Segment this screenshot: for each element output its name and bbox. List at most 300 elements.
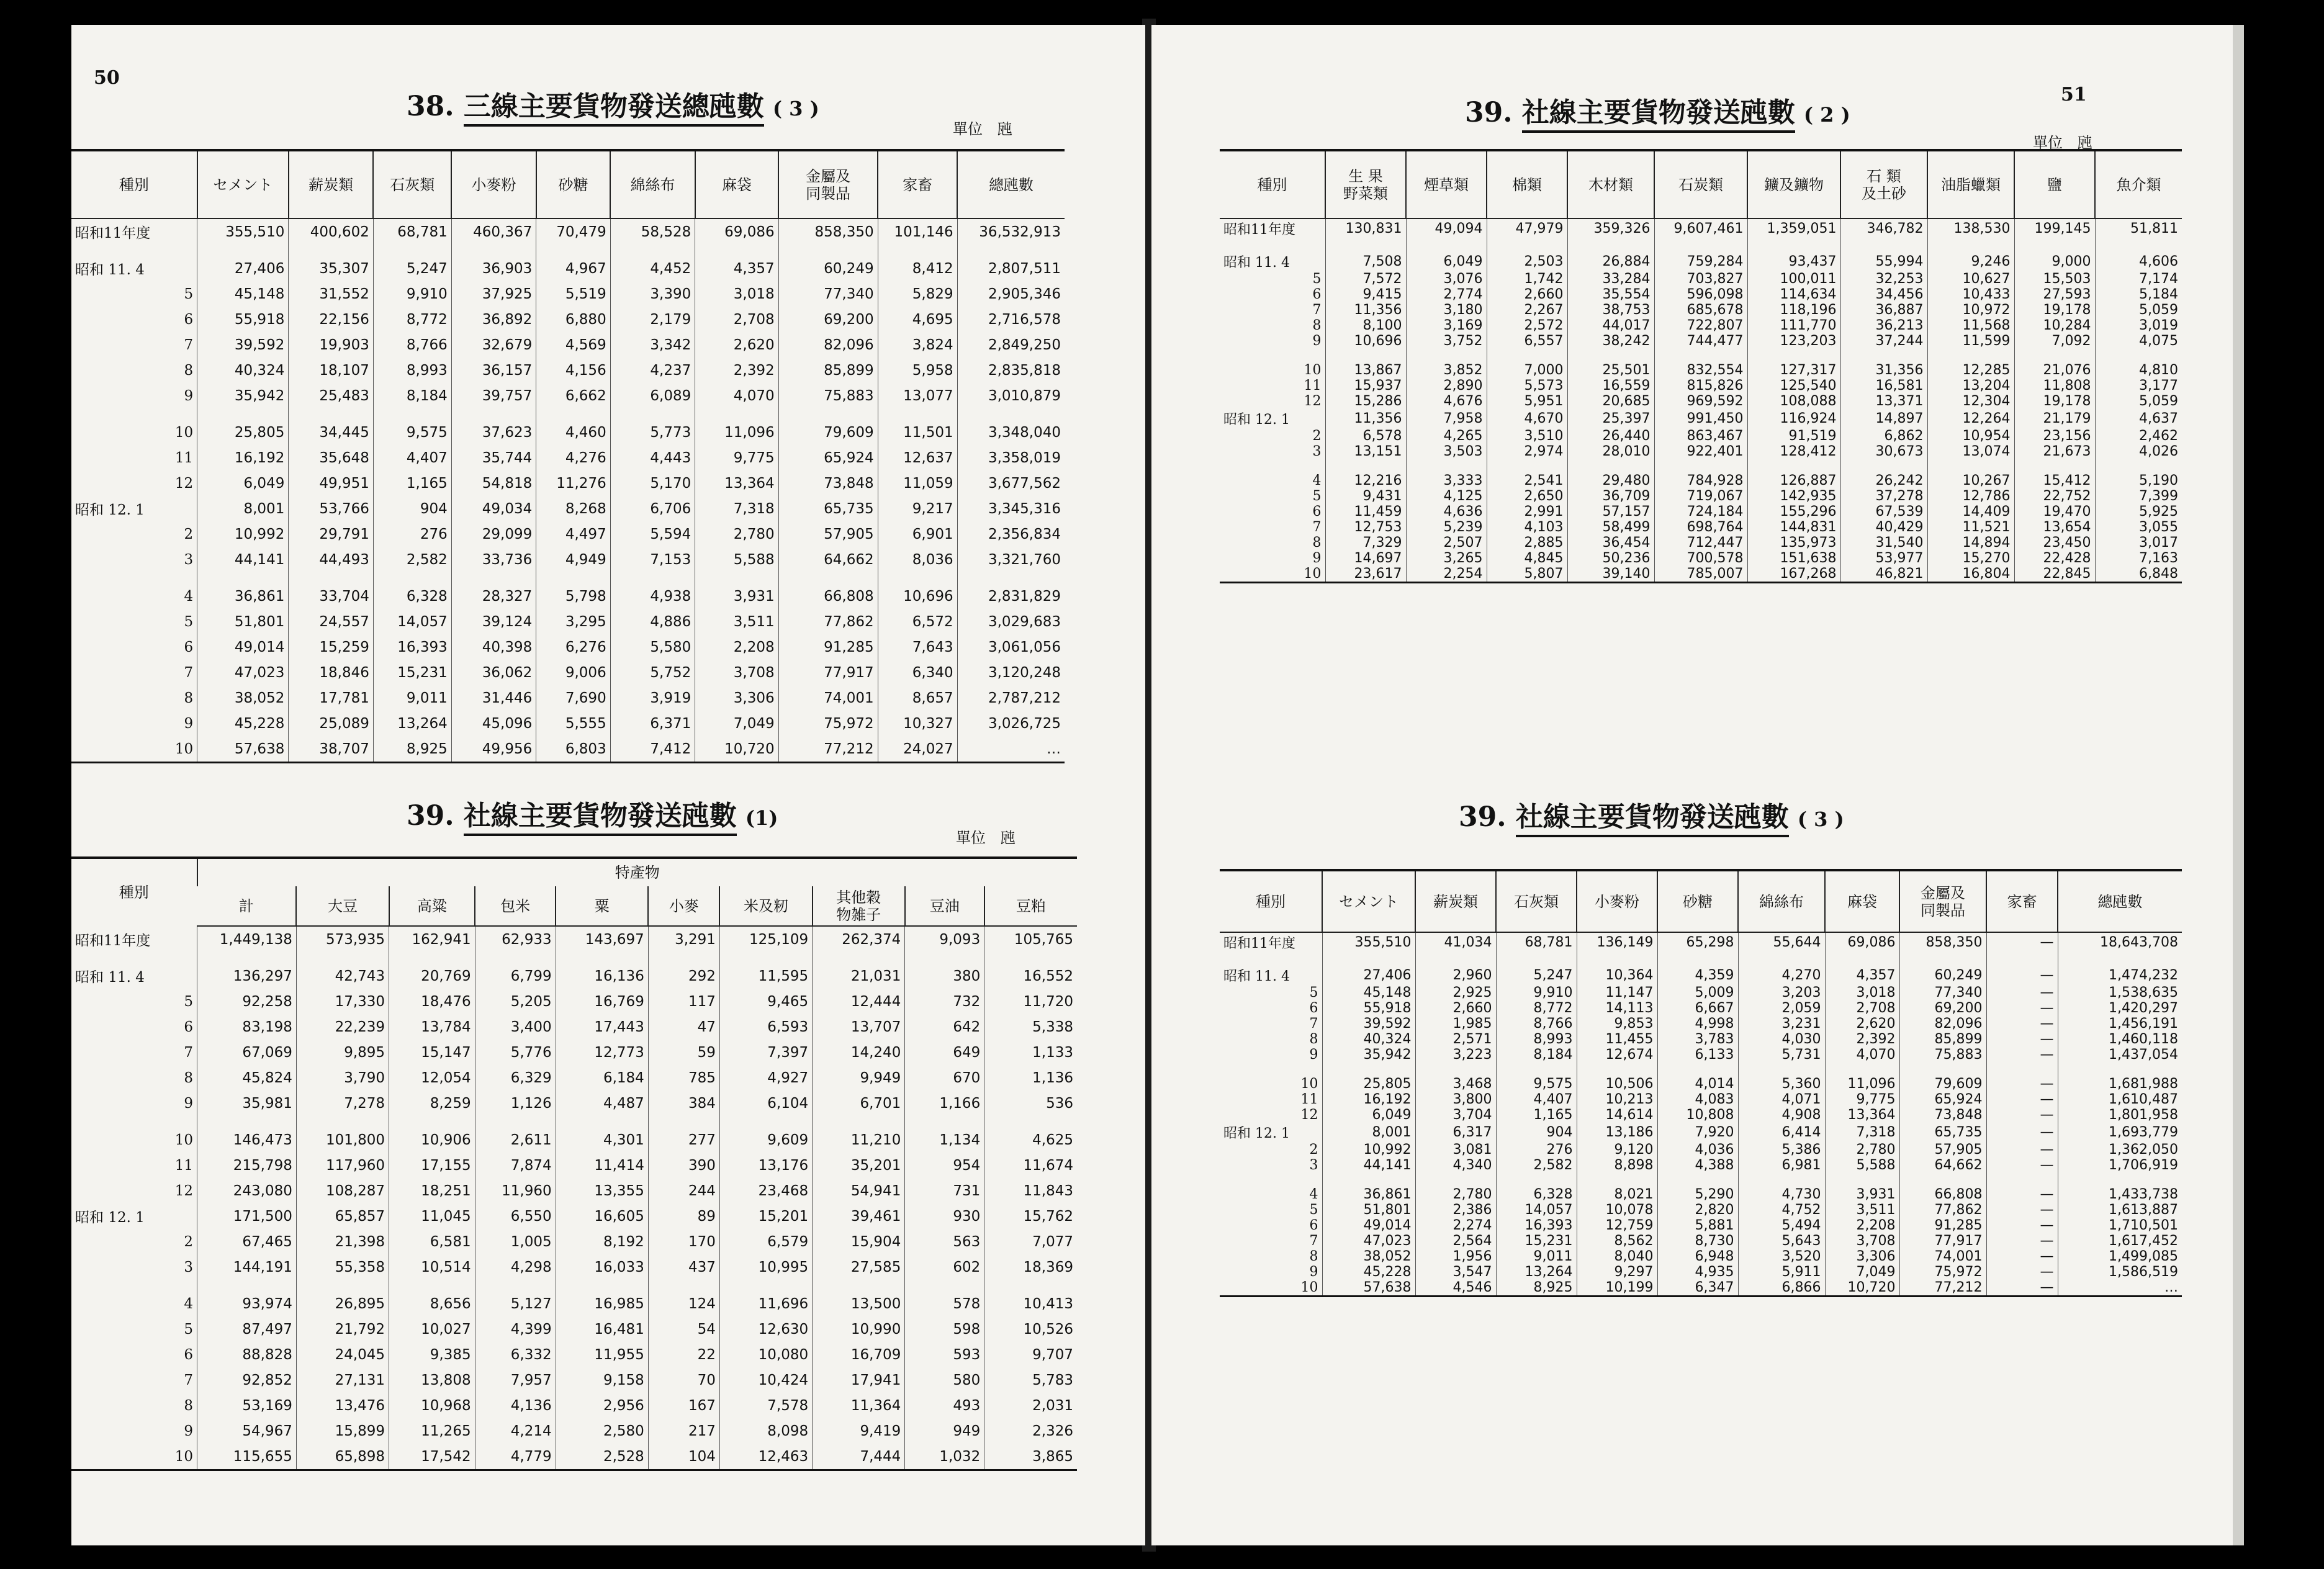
table-cell: 67,069 [197,1040,297,1065]
table-cell: 65,298 [1657,932,1738,952]
table-row [1220,1063,2182,1092]
table-cell: 2,274 [1415,1218,1496,1233]
column-header: 木材類 [1567,150,1654,218]
table-cell: 2,620 [695,332,778,357]
row-label: 6 [1312,504,1322,519]
table-cell: — [1986,1280,2058,1297]
table-cell: 4,443 [610,445,695,470]
table-cell: 904 [1496,1123,1577,1142]
table-cell: 144,831 [1747,519,1840,535]
table-cell: 51,801 [197,609,289,634]
table-cell: 863,467 [1654,428,1747,444]
table-cell: 38,707 [289,736,374,763]
table-cell: 20,769 [389,952,475,989]
table-cell: 4,487 [556,1090,648,1116]
table-cell: 49,034 [451,496,536,521]
table-cell: 9,607,461 [1654,218,1747,238]
page-edge [2233,25,2244,1545]
table-cell: 75,883 [1899,1047,1986,1063]
row-label: 10 [71,1444,197,1470]
table-cell: 69,086 [695,218,778,245]
table-cell: 53,766 [289,496,374,521]
table-cell: 146,473 [197,1116,297,1153]
table-cell: 5,555 [536,711,610,736]
table-cell: 115,655 [197,1444,297,1470]
table-cell: 44,017 [1567,318,1654,333]
table-cell: 55,918 [197,307,289,332]
column-header: 鑛及鑛物 [1747,150,1840,218]
table-cell: — [1986,985,2058,1000]
table-cell: 3,055 [2095,519,2182,535]
table-row [1220,1264,2182,1280]
table-cell: 9,385 [389,1342,475,1367]
table-cell: 16,559 [1567,378,1654,393]
column-header: 計 [197,886,297,926]
table-cell: 7,397 [719,1040,812,1065]
column-header: 鹽 [2014,150,2095,218]
table-cell: … [2058,1280,2182,1297]
table-cell: 68,781 [1496,932,1577,952]
table-cell: 144,191 [197,1254,297,1280]
table-row [1220,566,2182,583]
table-cell: 4,938 [610,572,695,609]
table-cell: 92,258 [197,989,297,1014]
table-cell: 36,157 [451,357,536,383]
table-cell: 73,848 [1899,1107,1986,1123]
table-cell: 36,861 [1322,1173,1415,1202]
unit-label: 單位 瓲 [953,120,1012,138]
table-cell: 36,887 [1840,302,1927,318]
table-cell: 6,049 [1322,1107,1415,1123]
table-cell: 88,828 [197,1342,297,1367]
table-cell: 31,552 [289,281,374,307]
table-cell: 346,782 [1840,218,1927,238]
table-row [1220,393,2182,409]
table-row [71,1254,1077,1280]
table-cell: 4,407 [1496,1092,1577,1107]
table-cell: 8,925 [1496,1280,1577,1297]
table-cell: 5,594 [610,521,695,547]
table-cell: 35,942 [197,383,289,408]
row-label: 8 [1312,318,1322,333]
table-cell: 4,156 [536,357,610,383]
table-cell: 12,674 [1577,1047,1657,1063]
table-cell: 49,956 [451,736,536,763]
table-cell: 77,862 [778,609,878,634]
table-cell: 60,249 [778,245,878,281]
table-cell: 44,141 [1322,1158,1415,1173]
table-row [1220,271,2182,287]
table-cell: 698,764 [1654,519,1747,535]
table-row [71,383,1065,408]
table-cell: 8,766 [1496,1016,1577,1032]
row-label: 5 [1312,271,1322,287]
table-row [71,1342,1077,1367]
table-cell: 3,708 [1825,1233,1899,1249]
table-cell: 3,265 [1406,551,1487,566]
table-39-3 [1220,869,2182,1297]
table-row [71,281,1065,307]
row-label: 8 [1309,1249,1318,1264]
table-cell: 9,895 [296,1040,389,1065]
table-cell: 10,267 [1927,459,2014,488]
table-cell: 14,240 [813,1040,905,1065]
table-cell: 77,340 [1899,985,1986,1000]
table-cell: 11,960 [475,1178,556,1203]
table-cell: 138,530 [1927,218,2014,238]
table-cell: 49,951 [289,470,374,496]
row-label: 7 [1312,519,1322,535]
table-cell: 45,228 [1322,1264,1415,1280]
table-cell: 2,774 [1406,287,1487,302]
table-39-1 [71,856,1077,1471]
table-cell: 17,941 [813,1367,905,1393]
unit-label: 單位 瓲 [2033,134,2092,151]
page-number: 51 [2061,84,2087,106]
table-cell: 5,205 [475,989,556,1014]
table-cell: 135,973 [1747,535,1840,551]
table-cell: 85,899 [1899,1032,1986,1047]
table-cell: 2,925 [1415,985,1496,1000]
row-label: 昭和 12. 1 [1223,1126,1290,1141]
row-label: 10 [1220,566,1325,583]
table-cell: 9,011 [373,685,451,711]
table-row [71,521,1065,547]
table-cell: 3,076 [1406,271,1487,287]
table-cell: 1,613,887 [2058,1202,2182,1218]
table-row [71,1153,1077,1178]
table-cell: 155,296 [1747,504,1840,519]
table-cell: 105,765 [984,926,1077,952]
table-cell: 4,276 [536,445,610,470]
table-cell: 69,200 [1899,1000,1986,1016]
table-cell: 536 [984,1090,1077,1116]
column-header: 高粱 [389,886,475,926]
table-cell: 69,200 [778,307,878,332]
table-cell: 3,468 [1415,1063,1496,1092]
table-cell: 39,140 [1567,566,1654,583]
table-cell: 10,720 [695,736,778,763]
table-cell: 3,800 [1415,1092,1496,1107]
row-label: 4 [1309,1187,1318,1202]
table-cell: 15,270 [1927,551,2014,566]
table-cell: 167 [648,1393,719,1418]
table-cell: 2,716,578 [957,307,1065,332]
table-cell: 19,178 [2014,302,2095,318]
table-cell: 3,017 [2095,535,2182,551]
column-header: 石灰類 [1496,870,1577,932]
table-cell: 58,528 [610,218,695,245]
table-cell: 6,578 [1325,428,1406,444]
table-cell: 9,775 [1825,1092,1899,1107]
table-cell: 85,899 [778,357,878,383]
table-cell: 57,638 [1322,1280,1415,1297]
table-cell: 858,350 [778,218,878,245]
table-row [71,496,1065,521]
row-label: 8 [184,690,194,706]
table-cell: 16,985 [556,1280,648,1316]
table-cell: 11,414 [556,1153,648,1178]
table-cell: 41,034 [1415,932,1496,952]
table-cell: 151,638 [1747,551,1840,566]
row-label: 6 [1309,1218,1318,1233]
table-cell: 16,136 [556,952,648,989]
table-cell: 7,690 [536,685,610,711]
table-cell: 5,829 [878,281,957,307]
table-cell: 27,131 [296,1367,389,1393]
row-label: 2 [1309,1142,1318,1158]
table-cell: 5,881 [1657,1218,1738,1233]
table-row [71,445,1065,470]
table-cell: 14,697 [1325,551,1406,566]
table-cell: 44,141 [197,547,289,572]
table-cell: 15,503 [2014,271,2095,287]
table-cell: 9,011 [1496,1249,1577,1264]
table-cell: 6,104 [719,1090,812,1116]
table-cell: — [1986,1264,2058,1280]
table-cell: 38,242 [1567,333,1654,349]
table-cell: 15,904 [813,1229,905,1254]
row-label: 5 [1312,488,1322,504]
table-cell: 2,392 [1825,1032,1899,1047]
table-row [71,926,1077,952]
table-cell: 6,701 [813,1090,905,1116]
table-cell: 3,708 [695,660,778,685]
table-cell: 15,899 [296,1418,389,1444]
table-cell: 7,412 [610,736,695,763]
table-cell: 2,580 [556,1418,648,1444]
table-cell: 243,080 [197,1178,297,1203]
row-label: 9 [184,387,194,404]
table-cell: 3,790 [296,1065,389,1090]
table-cell: 2,541 [1487,459,1567,488]
table-cell: 7,318 [1825,1123,1899,1142]
table-row [71,1229,1077,1254]
row-label: 5 [1309,985,1318,1000]
table-cell: 10,627 [1927,271,2014,287]
table-row [1220,1218,2182,1233]
table-cell: 5,807 [1487,566,1567,583]
table-cell: 32,679 [451,332,536,357]
table-cell: 13,186 [1577,1123,1657,1142]
table-cell: 5,573 [1487,378,1567,393]
table-row [1220,459,2182,488]
table-row [1220,302,2182,318]
table-cell: 8,412 [878,245,957,281]
table-cell: 25,397 [1567,409,1654,428]
row-label: 12 [1304,393,1322,409]
table-cell: 8,772 [373,307,451,332]
row-label: 6 [184,1018,193,1035]
table-cell: 6,550 [475,1203,556,1229]
table-cell: — [1986,1142,2058,1158]
table-cell: 39,757 [451,383,536,408]
table-cell: 136,297 [197,952,297,989]
table-cell: 117,960 [296,1153,389,1178]
table-cell: 6,347 [1657,1280,1738,1297]
table-cell: 685,678 [1654,302,1747,318]
table-cell: 5,580 [610,634,695,660]
table-cell: 4,075 [2095,333,2182,349]
table-cell: 8,259 [389,1090,475,1116]
column-header: 綿絲布 [1738,870,1825,932]
table-row [1220,333,2182,349]
table-cell: 3,306 [695,685,778,711]
table-cell: 4,036 [1657,1142,1738,1158]
row-label: 昭和11年度 [1223,936,1295,951]
table-cell: 3,783 [1657,1032,1738,1047]
table-cell: 8,040 [1577,1249,1657,1264]
table-row [71,1316,1077,1342]
table-row [71,1065,1077,1090]
table-cell: 10,992 [1322,1142,1415,1158]
table-cell: 8,993 [373,357,451,383]
table-cell: 3,169 [1406,318,1487,333]
table-row [71,470,1065,496]
table-cell: 4,340 [1415,1158,1496,1173]
row-label: 8 [184,1397,193,1414]
table-cell: 785,007 [1654,566,1747,583]
table-cell: 47,023 [1322,1233,1415,1249]
table-cell: 703,827 [1654,271,1747,287]
table-cell: 13,364 [695,470,778,496]
table-cell: 7,049 [695,711,778,736]
table-cell: 19,470 [2014,504,2095,519]
table-cell: 11,599 [1927,333,2014,349]
row-label: 昭和11年度 [75,932,151,949]
table-cell: 37,278 [1840,488,1927,504]
table-cell: 1,801,958 [2058,1107,2182,1123]
table-cell: 57,638 [197,736,289,763]
table-cell: 16,769 [556,989,648,1014]
table-cell: 12,463 [719,1444,812,1470]
table-cell: 215,798 [197,1153,297,1178]
table-cell: 5,731 [1738,1047,1825,1063]
table-cell: 116,924 [1747,409,1840,428]
table-cell: 25,805 [197,408,289,445]
table-cell: 4,460 [536,408,610,445]
table-row [71,307,1065,332]
table-cell: 14,897 [1840,409,1927,428]
table-cell: 10,696 [878,572,957,609]
table-cell: 1,456,191 [2058,1016,2182,1032]
table-cell: 3,677,562 [957,470,1065,496]
row-label: 7 [184,1372,193,1388]
table-cell: 7,077 [984,1229,1077,1254]
table-cell: 4,136 [475,1393,556,1418]
table-cell: 36,532,913 [957,218,1065,245]
table-cell: 3,511 [1825,1202,1899,1218]
table-cell: 57,905 [778,521,878,547]
table-cell: 73,848 [778,470,878,496]
table-cell: 400,602 [289,218,374,245]
table-cell: 359,326 [1567,218,1654,238]
table-cell: 5,247 [373,245,451,281]
table-row [1220,1000,2182,1016]
table-cell: 136,149 [1577,932,1657,952]
table-cell: 6,862 [1840,428,1927,444]
row-label: 昭和11年度 [1223,222,1295,238]
table-cell: 7,049 [1825,1264,1899,1280]
table-cell: 143,697 [556,926,648,952]
row-label: 9 [1312,551,1322,566]
table-cell: 5,925 [2095,504,2182,519]
table-cell: 784,928 [1654,459,1747,488]
table-cell: 111,770 [1747,318,1840,333]
table-cell: 47,979 [1487,218,1567,238]
table-cell: 36,892 [451,307,536,332]
table-cell: 9,465 [719,989,812,1014]
table-cell: 13,074 [1927,444,2014,459]
table-cell: 29,099 [451,521,536,547]
table-cell: 11,147 [1577,985,1657,1000]
table-cell: 13,654 [2014,519,2095,535]
table-cell: 3,931 [1825,1173,1899,1202]
table-cell: 7,153 [610,547,695,572]
table-cell: 40,324 [197,357,289,383]
table-cell: — [1986,1202,2058,1218]
table-cell: 4,730 [1738,1173,1825,1202]
table-cell: 55,358 [296,1254,389,1280]
table-cell: — [1986,1063,2058,1092]
table-cell: 5,643 [1738,1233,1825,1249]
table-cell: 1,460,118 [2058,1032,2182,1047]
table-cell: 6,049 [1406,238,1487,271]
table-cell: 35,307 [289,245,374,281]
row-label: 3 [184,551,194,568]
table-cell: 65,924 [1899,1092,1986,1107]
table-cell: 44,493 [289,547,374,572]
table-cell: 7,958 [1406,409,1487,428]
row-label: 12 [1300,1107,1318,1123]
table-cell: 22 [648,1342,719,1367]
row-label: 昭和11年度 [75,225,151,241]
table-cell: 26,895 [296,1280,389,1316]
table-cell: 4,214 [475,1418,556,1444]
row-label: 8 [1309,1032,1318,1047]
table-row [71,408,1065,445]
table-cell: — [1986,1000,2058,1016]
table-cell: 16,552 [984,952,1077,989]
table-cell: 171,500 [197,1203,297,1229]
table-cell: 101,146 [878,218,957,245]
table-cell: 79,609 [1899,1063,1986,1092]
row-label: 10 [1220,1280,1322,1297]
table-cell: 670 [905,1065,984,1090]
column-header: 小麥粉 [451,150,536,218]
table-cell: 8,184 [1496,1047,1577,1063]
table-cell: 31,540 [1840,535,1927,551]
table-cell: 2,267 [1487,302,1567,318]
table-cell: 17,443 [556,1014,648,1040]
table-cell: 596,098 [1654,287,1747,302]
table-cell: 35,201 [813,1153,905,1178]
table-cell: — [1986,1107,2058,1123]
table-cell: 5,239 [1406,519,1487,535]
table-cell: 4,908 [1738,1107,1825,1123]
table-cell: 5,588 [695,547,778,572]
table-cell: 460,367 [451,218,536,245]
table-cell: 5,170 [610,470,695,496]
table-cell: 22,428 [2014,551,2095,566]
table-cell: 38,052 [1322,1249,1415,1264]
table-cell: 6,317 [1415,1123,1496,1142]
table-cell: 35,648 [289,445,374,470]
table-cell: 2,650 [1487,488,1567,504]
table-cell: 3,306 [1825,1249,1899,1264]
table-cell: 8,993 [1496,1032,1577,1047]
table-cell: 4,388 [1657,1158,1738,1173]
